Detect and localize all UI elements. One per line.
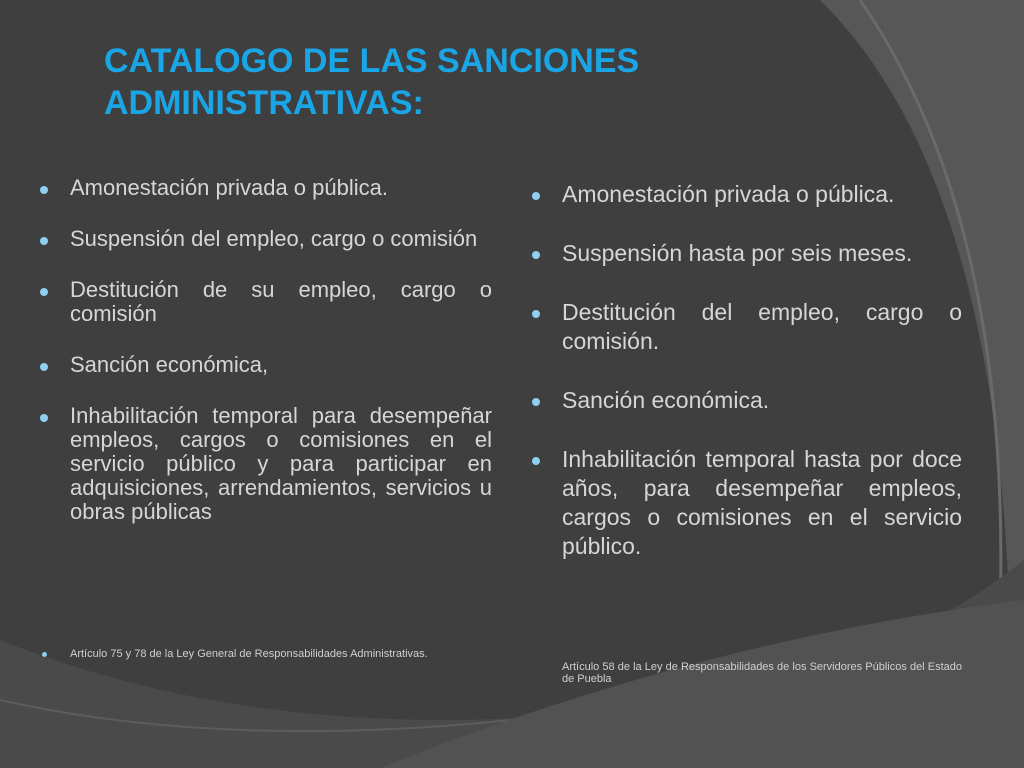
right-list-item: Amonestación privada o pública.	[532, 180, 962, 209]
right-source-note: Artículo 58 de la Ley de Responsabilidades de los Servidores Públicos del Estado de Puebla	[562, 661, 962, 685]
slide-title	[104, 40, 804, 124]
left-list-item: Sanción económica,	[40, 353, 492, 377]
right-list-item: Suspensión hasta por seis meses.	[532, 239, 962, 268]
left-list-item: Destitución de su empleo, cargo o comisión	[40, 278, 492, 326]
bullet-icon	[40, 237, 48, 245]
right-column	[532, 180, 962, 591]
bullet-icon	[40, 288, 48, 296]
bullet-icon	[532, 398, 540, 406]
title-line-2: ADMINISTRATIVAS:	[104, 84, 424, 122]
left-list-item: Inhabilitación temporal para desempeñar empleos, cargos o comisiones en el servicio público y para participar en adquisiciones, arrendamientos, servicios u obras públicas	[40, 404, 492, 524]
bullet-icon	[532, 457, 540, 465]
bullet-icon	[532, 192, 540, 200]
bullet-icon	[40, 186, 48, 194]
bullet-icon	[42, 652, 47, 657]
left-column	[40, 176, 492, 551]
left-list-item: Suspensión del empleo, cargo o comisión	[40, 227, 492, 251]
right-list-item: Sanción económica.	[532, 386, 962, 415]
bullet-icon	[40, 414, 48, 422]
left-source-note: Artículo 75 y 78 de la Ley General de Responsabilidades Administrativas.	[40, 648, 500, 661]
bullet-icon	[532, 251, 540, 259]
right-list-item: Destitución del empleo, cargo o comisión.	[532, 298, 962, 356]
title-line-1: CATALOGO DE LAS SANCIONES	[104, 42, 640, 80]
left-list	[40, 176, 492, 524]
right-list	[532, 180, 962, 561]
right-list-item: Inhabilitación temporal hasta por doce años, para desempeñar empleos, cargos o comisiones en el servicio público.	[532, 445, 962, 561]
bullet-icon	[532, 310, 540, 318]
bullet-icon	[40, 363, 48, 371]
left-list-item: Amonestación privada o pública.	[40, 176, 492, 200]
